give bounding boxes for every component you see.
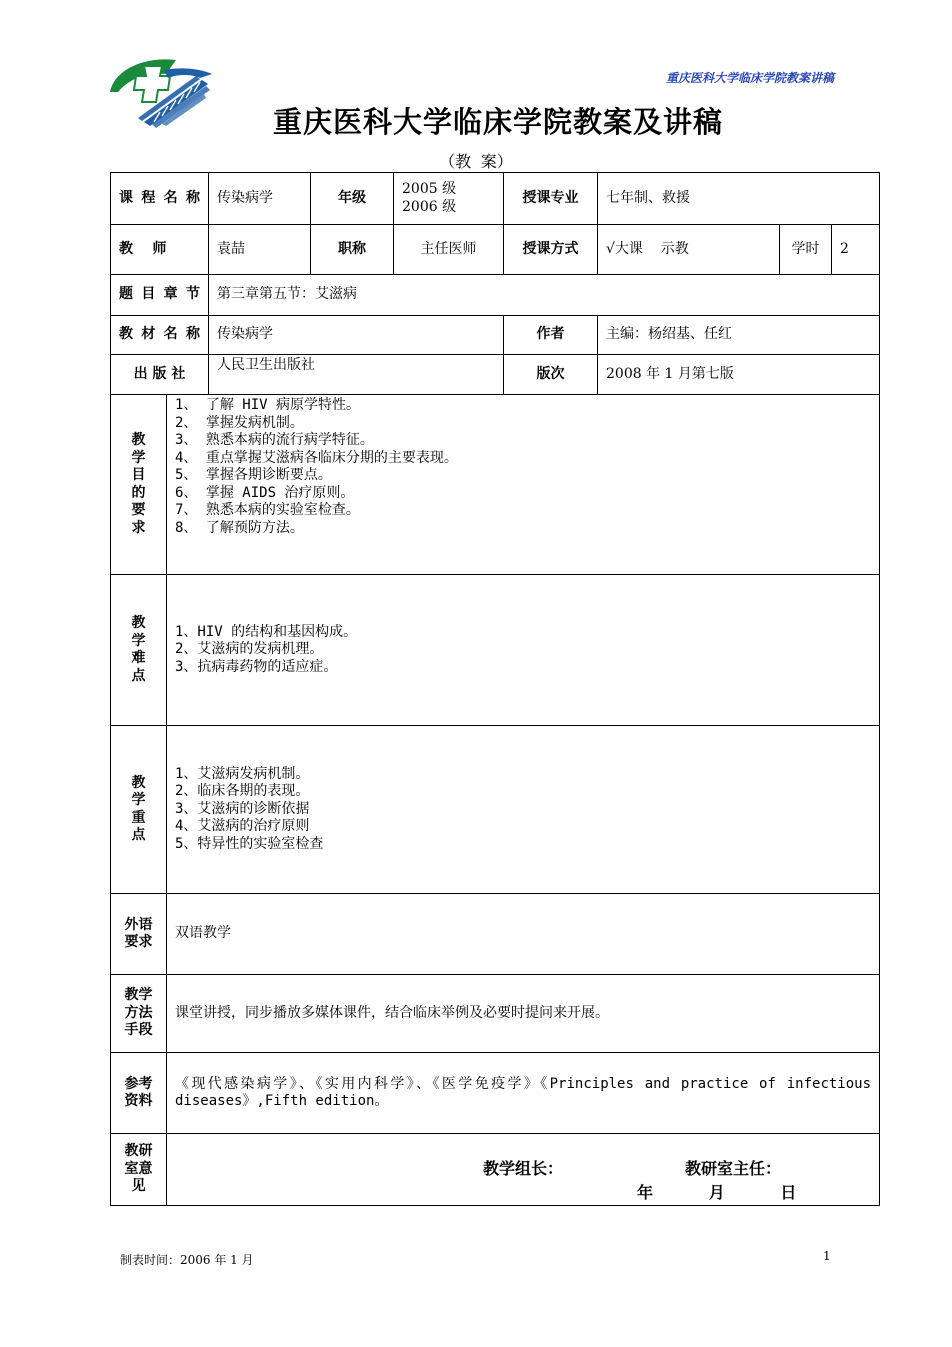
- list-item: 2、 掌握发病机制。: [175, 414, 304, 431]
- chapter-value: 第三章第五节：艾滋病: [209, 275, 880, 316]
- row-dept-opinion: [111, 1134, 880, 1206]
- objectives-list: [167, 395, 880, 575]
- title-label: 职称: [311, 225, 394, 275]
- list-item: 3、 熟悉本病的流行病学特征。: [175, 432, 374, 448]
- difficulties-label: 教 学 难 点: [111, 575, 167, 726]
- objectives-label: 教 学 目 的 要 求: [111, 395, 167, 575]
- list-item: 4、 重点掌握艾滋病各临床分期的主要表现。: [175, 449, 458, 466]
- methods-value: 课堂讲授，同步播放多媒体课件，结合临床举例及必要时提问来开展。: [167, 975, 880, 1053]
- list-item: 6、 掌握 AIDS 治疗原则。: [175, 484, 355, 501]
- grade-value: [394, 173, 504, 225]
- course-name-value: 传染病学: [209, 173, 311, 225]
- key-points-label: 教 学 重 点: [111, 726, 167, 894]
- list-item: 5、特异性的实验室检查: [175, 835, 324, 852]
- teacher-label: 教 师: [111, 225, 209, 275]
- row-language: [111, 894, 880, 975]
- hours-value: 2: [832, 225, 880, 275]
- list-item: 1、艾滋病发病机制。: [175, 765, 310, 782]
- list-item: 3、艾滋病的诊断依据: [175, 800, 310, 817]
- methods-label: 教学 方法 手段: [111, 975, 167, 1053]
- director-signature: 教研室主任：: [685, 1158, 782, 1178]
- edition-value: 2008 年 1 月第七版: [598, 355, 880, 395]
- row-textbook: [111, 316, 880, 355]
- title-value: 主任医师: [394, 225, 504, 275]
- list-item: 1、 了解 HIV 病原学特性。: [175, 397, 361, 413]
- row-methods: [111, 975, 880, 1053]
- author-value: 主编：杨绍基、任红: [598, 316, 880, 355]
- row-course: [111, 173, 880, 225]
- grade-label: 年级: [311, 173, 394, 225]
- publisher-label: 出 版 社: [111, 355, 209, 395]
- list-item: 4、艾滋病的治疗原则: [175, 818, 310, 835]
- dept-opinion-label: 教研 室意 见: [111, 1134, 167, 1206]
- row-publisher: [111, 355, 880, 395]
- teacher-value: 袁喆: [209, 225, 311, 275]
- references-value: 《现代感染病学》、《实用内科学》、《医学免疫学》《Principles and practice of infectious diseases》,Fifth edition。: [167, 1053, 880, 1134]
- major-label: 授课专业: [504, 173, 598, 225]
- list-item: 2、艾滋病的发病机理。: [175, 641, 324, 658]
- group-leader-signature: 教学组长：: [483, 1158, 564, 1178]
- page-number: 1: [823, 1249, 831, 1263]
- list-item: 3、抗病毒药物的适应症。: [175, 658, 338, 675]
- grade-value-2: 2006 级: [402, 198, 457, 215]
- header-tagline: 重庆医科大学临床学院教案讲稿: [665, 71, 834, 85]
- footer-made-time: 制表时间：2006 年 1 月: [120, 1253, 254, 1267]
- major-value: 七年制、救援: [598, 173, 880, 225]
- list-item: 1、HIV 的结构和基因构成。: [175, 623, 358, 640]
- list-item: 5、 掌握各期诊断要点。: [175, 467, 332, 483]
- textbook-value: 传染病学: [209, 316, 504, 355]
- publisher-value: 人民卫生出版社: [209, 355, 504, 395]
- key-points-list: [167, 726, 880, 894]
- mode-label: 授课方式: [504, 225, 598, 275]
- row-references: [111, 1053, 880, 1134]
- grade-value-1: 2005 级: [402, 181, 457, 197]
- list-item: 2、临床各期的表现。: [175, 783, 310, 800]
- language-value: 双语教学: [167, 894, 880, 975]
- edition-label: 版次: [504, 355, 598, 395]
- chapter-label: 题目章节: [111, 275, 209, 316]
- textbook-label: 教材名称: [111, 316, 209, 355]
- course-name-label: 课程名称: [111, 173, 209, 225]
- row-difficulties: [111, 575, 880, 726]
- lesson-plan-table: [110, 172, 880, 1206]
- list-item: 8、 了解预防方法。: [175, 519, 304, 536]
- dept-opinion-body: [167, 1134, 880, 1206]
- signature-date: 年 月 日: [637, 1182, 797, 1202]
- list-item: 7、 熟悉本病的实验室检查。: [175, 502, 360, 518]
- difficulties-list: [167, 575, 880, 726]
- row-key-points: [111, 726, 880, 894]
- author-label: 作者: [504, 316, 598, 355]
- document-subtitle: （教 案）: [439, 152, 513, 171]
- hours-label: 学时: [780, 225, 832, 275]
- language-label: 外语 要求: [111, 894, 167, 975]
- document-title: 重庆医科大学临床学院教案及讲稿: [272, 105, 723, 139]
- references-label: 参考 资料: [111, 1053, 167, 1134]
- row-teacher: [111, 225, 880, 275]
- row-objectives: [111, 395, 880, 575]
- row-chapter: [111, 275, 880, 316]
- mode-value: √大课 示教: [598, 225, 780, 275]
